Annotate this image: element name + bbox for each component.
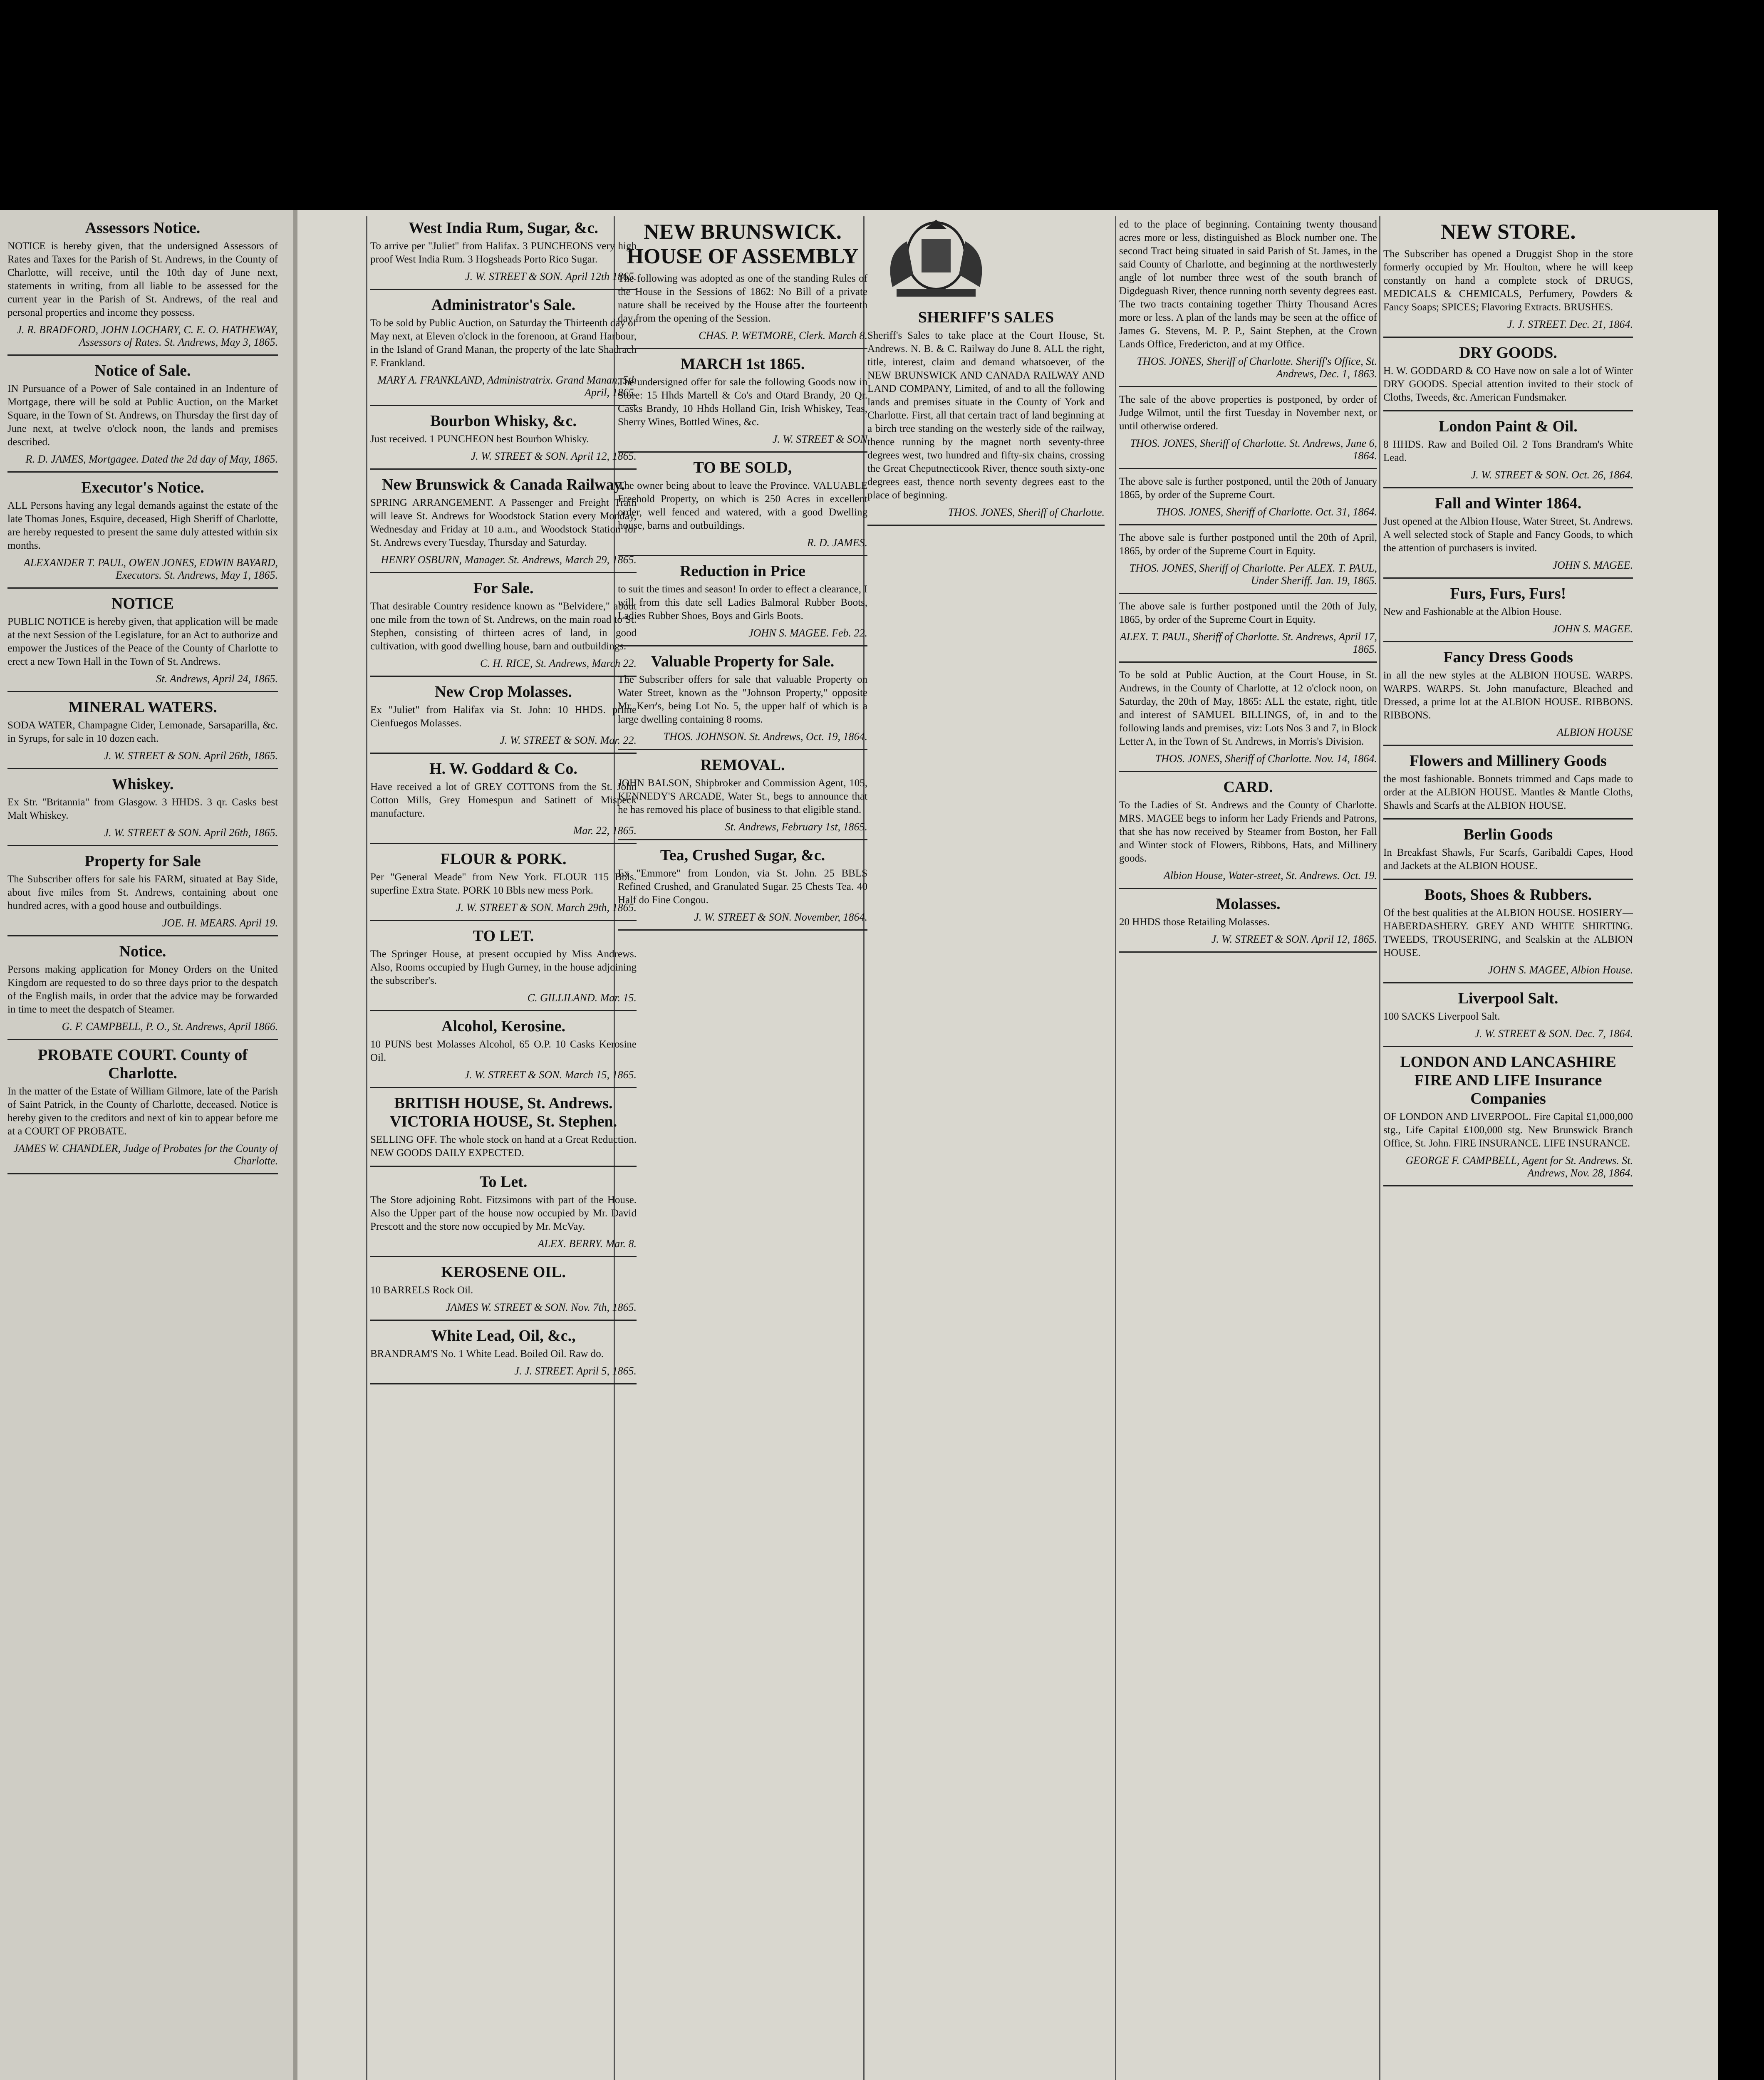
ad-divider — [618, 749, 867, 750]
ad-divider — [7, 768, 278, 769]
ad-heading: MINERAL WATERS. — [68, 698, 217, 716]
ad-heading: CARD. — [1223, 778, 1273, 796]
ad-heading: Executor's Notice. — [81, 479, 204, 496]
ad-signature: THOS. JONES, Sheriff of Charlotte. Sheriff's Office, St. Andrews, Dec. 1, 1863. — [1137, 355, 1377, 380]
ad-body: OF LONDON AND LIVERPOOL. Fire Capital £1,000,000 stg., Life Capital £100,000 stg. New Brunswick Branch Office, St. John. FIRE INSURANCE. LIFE INSURANCE. — [1383, 1111, 1633, 1149]
ad-divider — [1119, 468, 1377, 469]
ad-body: 10 BARRELS Rock Oil. — [370, 1285, 473, 1296]
ad-heading: Liverpool Salt. — [1458, 990, 1558, 1007]
ad-signature: J. J. STREET. April 5, 1865. — [514, 1365, 637, 1377]
ad-signature: JAMES W. CHANDLER, Judge of Probates for the County of Charlotte. — [13, 1142, 278, 1167]
ad-signature: J. W. STREET & SON. Dec. 7, 1864. — [1474, 1028, 1633, 1040]
ad-body: The undersigned offer for sale the following Goods now in Store: 15 Hhds Martell & Co's and Otard Brandy, 20 Qr. Casks Brandy, 10 Hhds Holland Gin, Irish Whiskey, Teas, Sherry Wines, Bottled Wines, &c. — [618, 376, 867, 428]
ad-divider — [7, 935, 278, 936]
ad-body: The Springer House, at present occupied by Miss Andrews. Also, Rooms occupied by Hugh Gurney, in the house adjoining the subscriber's. — [370, 948, 637, 986]
ad-body: To the Ladies of St. Andrews and the County of Charlotte. MRS. MAGEE begs to inform her Lady Friends and Patrons, that she has now received by Steamer from Boston, her Fall and Winter stock of Flowers, Ribbons, Hats, and Millinery goods. — [1119, 800, 1377, 864]
ad-signature: J. W. STREET & SON. Mar. 22. — [500, 734, 637, 746]
ad-heading: NEW STORE. — [1440, 220, 1576, 244]
ad-heading: White Lead, Oil, &c., — [431, 1327, 576, 1345]
ad-body: 100 SACKS Liverpool Salt. — [1383, 1011, 1500, 1022]
advertisement — [1383, 417, 1633, 488]
ad-body: SODA WATER, Champagne Cider, Lemonade, Sarsaparilla, &c. in Syrups, for sale in 10 dozen each. — [7, 720, 278, 744]
ad-heading: Molasses. — [1216, 895, 1281, 913]
ad-signature: ALEX. T. PAUL, Sheriff of Charlotte. St. Andrews, April 17, 1865. — [1120, 631, 1377, 655]
ad-signature: J. W. STREET & SON. March 15, 1865. — [464, 1069, 637, 1081]
ad-heading: For Sale. — [473, 579, 534, 597]
ad-signature: C. H. RICE, St. Andrews, March 22. — [480, 657, 637, 669]
advertisement — [1119, 218, 1377, 387]
ad-divider — [370, 1383, 637, 1384]
ad-divider — [1383, 641, 1633, 642]
ad-body: Ex Str. "Britannia" from Glasgow. 3 HHDS. 3 qr. Casks best Malt Whiskey. — [7, 797, 278, 821]
ad-signature: ALBION HOUSE — [1557, 726, 1633, 738]
advertisement — [1383, 220, 1633, 338]
advertisement — [7, 362, 278, 473]
advertisement — [370, 850, 637, 921]
ad-body: The Subscriber has opened a Druggist Shop in the store formerly occupied by Mr. Houlton, where he will keep constantly on hand a complete stock of DRUGS, MEDICALS & CHEMICALS, Perfumery, Powders & Fancy Soaps; SPICES; Flavoring Extracts. BRUSHES. — [1383, 248, 1633, 313]
ad-divider — [7, 691, 278, 692]
ad-signature: J. J. STREET. Dec. 21, 1864. — [1507, 318, 1633, 330]
ad-signature: MARY A. FRANKLAND, Administratrix. Grand Manan, 5th April, 1865. — [377, 374, 637, 399]
column-6 — [1383, 216, 1633, 1192]
ad-signature: JOHN S. MAGEE. — [1552, 623, 1633, 635]
ad-divider — [618, 645, 867, 646]
advertisement — [1383, 494, 1633, 579]
ad-body: In Breakfast Shawls, Fur Scarfs, Garibaldi Capes, Hood and Jackets at the ALBION HOUSE. — [1383, 847, 1633, 872]
ad-heading: NEW BRUNSWICK. HOUSE OF ASSEMBLY — [627, 220, 859, 268]
ad-divider — [370, 753, 637, 754]
advertisement — [1119, 531, 1377, 594]
ad-heading: Boots, Shoes & Rubbers. — [1424, 886, 1592, 904]
ad-body: That desirable Country residence known as "Belvidere," about one mile from the town of St. Andrews, on the main road to St. Stephen, consisting of thirteen acres of land, in good cultivation, with good dwelling house, barn and outbuildings. — [370, 601, 637, 652]
ad-divider — [7, 1173, 278, 1174]
ad-divider — [618, 451, 867, 453]
ad-body: The following was adopted as one of the standing Rules of the House in the Sessions of 1862: No Bill of a private nature shall be received by the House after the fourteenth day from the opening of the Session. — [618, 273, 867, 324]
ad-body: Have received a lot of GREY COTTONS from the St. John Cotton Mills, Grey Homespun and Satinett of Mispeck manufacture. — [370, 781, 637, 819]
ad-heading: Flowers and Millinery Goods — [1410, 752, 1607, 770]
ad-signature: JAMES W. STREET & SON. Nov. 7th, 1865. — [446, 1301, 637, 1313]
ad-divider — [370, 1256, 637, 1257]
ad-signature: J. W. STREET & SON. November, 1864. — [694, 911, 867, 923]
ad-divider — [1119, 951, 1377, 953]
ad-heading: Reduction in Price — [680, 562, 805, 580]
advertisement — [1383, 989, 1633, 1047]
advertisement — [1383, 1053, 1633, 1186]
advertisement — [370, 219, 637, 290]
ad-divider — [1119, 386, 1377, 387]
ad-divider — [1383, 337, 1633, 338]
advertisement — [618, 652, 867, 750]
ad-body: The above sale is further postponed until the 20th of July, 1865, by order of the Supreme Court in Equity. — [1119, 601, 1377, 625]
ad-divider — [1119, 593, 1377, 594]
ad-signature: J. W. STREET & SON. April 12, 1865. — [471, 450, 637, 462]
ad-heading: Fancy Dress Goods — [1443, 649, 1573, 666]
ad-heading: BRITISH HOUSE, St. Andrews. VICTORIA HOUSE, St. Stephen. — [389, 1094, 617, 1130]
ad-body: To be sold by Public Auction, on Saturday the Thirteenth day of May next, at Eleven o'clock in the forenoon, at Grand Harbour, in the Island of Grand Manan, the property of the late Shadrach F. Frankland. — [370, 317, 637, 369]
advertisement — [7, 942, 278, 1040]
ad-body: IN Pursuance of a Power of Sale contained in an Indenture of Mortgage, there will be sold at Public Auction, on the Market Square, in the Town of St. Andrews, on Thursday the first day of June next, at twelve o'clock noon, the lands and premises described. — [7, 383, 278, 448]
advertisement — [370, 1327, 637, 1384]
ad-heading: Whiskey. — [111, 775, 174, 793]
ad-body: JOHN BALSON, Shipbroker and Commission Agent, 105, KENNEDY'S ARCADE, Water St., begs to announce that he has removed his place of business to that eligible stand. — [618, 778, 867, 815]
ad-signature: St. Andrews, February 1st, 1865. — [725, 821, 867, 833]
advertisement — [1119, 475, 1377, 525]
ad-body: The Subscriber offers for sale his FARM, situated at Bay Side, about five miles from St. Andrews, containing about one hundred acres, with a good house and outbuildings. — [7, 874, 278, 911]
ad-body: The Store adjoining Robt. Fitzsimons with part of the House. Also the Upper part of the house now occupied by Mr. David Prescott and the store now occupied by Mr. McVay. — [370, 1194, 637, 1232]
ad-signature: J. W. STREET & SON. April 12th 1865. — [465, 270, 637, 282]
ad-signature: JOHN S. MAGEE. — [1552, 559, 1633, 571]
ad-heading: PROBATE COURT. County of Charlotte. — [38, 1046, 248, 1082]
ad-body: 20 HHDS those Retailing Molasses. — [1119, 916, 1270, 928]
ad-divider — [618, 555, 867, 556]
ad-signature: CHAS. P. WETMORE, Clerk. March 8. — [699, 329, 867, 342]
column-5 — [1119, 216, 1377, 958]
ad-heading: New Brunswick & Canada Railway. — [382, 476, 625, 493]
ad-heading: TO BE SOLD, — [693, 459, 792, 476]
ad-body: BRANDRAM'S No. 1 White Lead. Boiled Oil. Raw do. — [370, 1348, 604, 1359]
ad-heading: London Paint & Oil. — [1439, 418, 1578, 435]
advertisement — [1119, 778, 1377, 889]
ad-body: PUBLIC NOTICE is hereby given, that application will be made at the next Session of the Legislature, for an Act to authorize and empower the Justices of the Peace of the County of Charlotte to erect a new Town Hall in the Town of St. Andrews. — [7, 616, 278, 667]
ad-signature: ALEX. BERRY. Mar. 8. — [538, 1238, 637, 1250]
ad-signature: JOHN S. MAGEE. Feb. 22. — [748, 627, 867, 639]
ad-signature: R. D. JAMES. — [807, 537, 867, 549]
advertisement — [618, 562, 867, 646]
ad-body: 8 HHDS. Raw and Boiled Oil. 2 Tons Brandram's White Lead. — [1383, 439, 1633, 463]
advertisement — [1383, 825, 1633, 880]
ad-heading: REMOVAL. — [700, 756, 785, 774]
ad-heading: NOTICE — [111, 595, 174, 612]
ad-body: to suit the times and season! In order to effect a clearance, I will from this date sell Ladies Balmoral Rubber Boots, Ladies Rubber Shoes, Boys and Girls Boots. — [618, 584, 867, 622]
advertisement — [618, 355, 867, 453]
ad-signature: G. F. CAMPBELL, P. O., St. Andrews, April 1866. — [62, 1020, 278, 1033]
ad-heading: Berlin Goods — [1463, 826, 1553, 843]
ad-divider — [7, 1039, 278, 1040]
ad-body: NOTICE is hereby given, that the undersigned Assessors of Rates and Taxes for the Parish of St. Andrews, in the County of Charlotte, will receive, until the 10th day of June next, statements in writing, from all liable to be assessed for the current year in the Parish of St. Andrews, of the real and personal properties and income they possess. — [7, 240, 278, 318]
advertisement — [1119, 895, 1377, 953]
column-2 — [370, 216, 637, 1390]
ad-heading: SHERIFF'S SALES — [918, 309, 1054, 326]
ad-signature: J. W. STREET & SON. April 12, 1865. — [1211, 933, 1377, 945]
ad-divider — [618, 839, 867, 840]
ad-divider — [1383, 818, 1633, 820]
advertisement — [7, 594, 278, 692]
advertisement — [1383, 886, 1633, 983]
advertisement — [370, 1263, 637, 1321]
advertisement — [370, 412, 637, 470]
ad-body: ed to the place of beginning. Containing twenty thousand acres more or less, distinguished as Block number one. The second Tract being situated in said Parish of St. James, in the said County of Charlotte, and beginning at the northwesterly angle of lot number three west of the south branch of Digdeguash River, thence running north seventy degrees east. The two tracts containing together Thirty Thousand Acres more or less. A plan of the lands may be seen at the office of James G. Stevens, M. P. P., Saint Stephen, at the Crown Lands Office, Fredericton, and at my Office. — [1119, 219, 1377, 350]
ad-heading: Bourbon Whisky, &c. — [430, 412, 577, 430]
ad-heading: To Let. — [479, 1173, 528, 1191]
ad-heading: MARCH 1st 1865. — [680, 355, 805, 373]
ad-heading: DRY GOODS. — [1459, 344, 1557, 362]
ad-body: Persons making application for Money Orders on the United Kingdom are requested to do so three days prior to the despatch of the English mails, in order that the advice may be forwarded in time to meet the despatch of Steamer. — [7, 964, 278, 1015]
ad-divider — [1383, 982, 1633, 983]
ad-signature: ALEXANDER T. PAUL, OWEN JONES, EDWIN BAYARD, Executors. St. Andrews, May 1, 1865. — [23, 557, 278, 581]
ad-divider — [370, 572, 637, 573]
ad-divider — [1119, 771, 1377, 772]
ad-divider — [370, 676, 637, 677]
royal-coat-of-arms-icon — [867, 216, 1005, 300]
column-3 — [618, 216, 867, 936]
advertisement — [7, 1046, 278, 1174]
ad-signature: THOS. JONES, Sheriff of Charlotte. Per ALEX. T. PAUL, Under Sheriff. Jan. 19, 1865. — [1129, 562, 1377, 587]
ad-heading: Notice of Sale. — [94, 362, 191, 379]
advertisement — [370, 1094, 637, 1167]
ad-divider — [7, 471, 278, 473]
ad-signature: C. GILLILAND. Mar. 15. — [527, 992, 637, 1004]
ad-body: Of the best qualities at the ALBION HOUSE. HOSIERY—HABERDASHERY. GREY AND WHITE SHIRTING. TWEEDS, TROUSERING, and Sealskin at the ALBION HOUSE. — [1383, 907, 1633, 958]
ad-divider — [867, 525, 1105, 526]
advertisement — [370, 760, 637, 844]
ad-divider — [1383, 879, 1633, 880]
ad-divider — [7, 354, 278, 356]
ad-signature: Albion House, Water-street, St. Andrews. Oct. 19. — [1163, 869, 1377, 882]
ad-divider — [370, 1320, 637, 1321]
advertisement — [1383, 584, 1633, 642]
advertisement — [867, 308, 1105, 526]
advertisement — [1119, 393, 1377, 469]
ad-divider — [618, 929, 867, 931]
ad-heading: Furs, Furs, Furs! — [1450, 585, 1566, 602]
ad-body: The above sale is further postponed, until the 20th of January 1865, by order of the Supreme Court. — [1119, 476, 1377, 500]
ad-heading: Notice. — [119, 943, 166, 960]
ad-signature: THOS. JOHNSON. St. Andrews, Oct. 19, 1864. — [663, 730, 867, 743]
ad-divider — [7, 587, 278, 589]
ad-signature: JOE. H. MEARS. April 19. — [162, 917, 278, 929]
ad-heading: Property for Sale — [84, 852, 201, 870]
ad-signature: THOS. JONES, Sheriff of Charlotte. Nov. 14, 1864. — [1155, 753, 1377, 765]
advertisement — [618, 756, 867, 840]
advertisement — [370, 296, 637, 406]
advertisement — [618, 846, 867, 931]
ad-signature: J. W. STREET & SON. Oct. 26, 1864. — [1471, 469, 1633, 481]
ad-body: in all the new styles at the ALBION HOUSE. WARPS. WARPS. WARPS. St. John manufacture, Bleached and Dressed, a prime lot at the ALBION HOUSE. RIBBONS. RIBBONS. — [1383, 670, 1633, 721]
ad-body: To be sold at Public Auction, at the Court House, in St. Andrews, in the County of Charlotte, at 12 o'clock noon, on Saturday, the 20th of May, 1865: ALL the estate, right, title and interest of SAMUEL BILLINGS, of, in and to the following lands and premises, viz: Lots Nos 3 and 7, in Block Letter A, in the Town of St. Andrews, in Morris's Division. — [1119, 669, 1377, 747]
ad-signature: JOHN S. MAGEE, Albion House. — [1488, 964, 1633, 976]
ad-body: New and Fashionable at the Albion House. — [1383, 606, 1562, 617]
ad-body: In the matter of the Estate of William Gilmore, late of the Parish of Saint Patrick, in the County of Charlotte, deceased. Notice is hereby given to the creditors and next of kin to appear before me at a COURT OF PROBATE. — [7, 1086, 278, 1137]
ad-signature: Mar. 22, 1865. — [573, 825, 637, 837]
ad-body: The owner being about to leave the Province. VALUABLE Freehold Property, on which is 250 Acres in excellent order, well fenced and watered, with a good Dwelling house, barns and outbuildings. — [618, 480, 867, 531]
ad-divider — [1383, 577, 1633, 579]
column-rule — [1379, 216, 1380, 2080]
ad-divider — [370, 843, 637, 844]
ad-signature: R. D. JAMES, Mortgagee. Dated the 2d day of May, 1865. — [25, 453, 278, 465]
ad-heading: KEROSENE OIL. — [441, 1263, 566, 1281]
ad-divider — [370, 468, 637, 470]
ad-heading: TO LET. — [473, 927, 534, 945]
ad-signature: THOS. JONES, Sheriff of Charlotte. Oct. 31, 1864. — [1156, 506, 1377, 518]
ad-divider — [1383, 410, 1633, 411]
advertisement — [1383, 752, 1633, 820]
advertisement — [618, 220, 867, 349]
column-4 — [867, 216, 1105, 532]
ad-body: Ex "Juliet" from Halifax via St. John: 10 HHDS. prime Cienfuegos Molasses. — [370, 704, 637, 729]
ad-signature: THOS. JONES, Sheriff of Charlotte. St. Andrews, June 6, 1864. — [1130, 437, 1377, 462]
ad-body: Just opened at the Albion House, Water Street, St. Andrews. A well selected stock of Staple and Fancy Goods, to which the attention of purchasers is invited. — [1383, 516, 1633, 554]
ad-heading: Tea, Crushed Sugar, &c. — [660, 847, 825, 864]
ad-signature: J. W. STREET & SON. April 26th, 1865. — [104, 750, 278, 762]
ad-body: 10 PUNS best Molasses Alcohol, 65 O.P. 10 Casks Kerosine Oil. — [370, 1039, 637, 1063]
ad-divider — [1119, 888, 1377, 889]
advertisement — [370, 1173, 637, 1257]
ad-divider — [370, 1166, 637, 1167]
ad-signature: St. Andrews, April 24, 1865. — [156, 673, 278, 685]
ad-divider — [7, 845, 278, 846]
advertisement — [370, 927, 637, 1011]
ad-heading: Fall and Winter 1864. — [1434, 495, 1582, 512]
advertisement — [370, 1017, 637, 1088]
ad-divider — [618, 348, 867, 349]
ad-signature: J. W. STREET & SON. March 29th, 1865. — [456, 901, 637, 914]
advertisement — [1119, 600, 1377, 663]
ad-heading: New Crop Molasses. — [435, 683, 572, 701]
advertisement — [1383, 648, 1633, 746]
advertisement — [7, 775, 278, 846]
ad-signature: J. W. STREET & SON — [772, 433, 867, 445]
ad-heading: West India Rum, Sugar, &c. — [409, 219, 598, 237]
ad-body: SPRING ARRANGEMENT. A Passenger and Freight Train will leave St. Andrews for Woodstock Station every Monday, Wednesday and Friday at 10 a.m., and Woodstock Station for St. Andrews every Tuesday, Thursday and Saturday. — [370, 497, 637, 548]
ad-body: H. W. GODDARD & CO Have now on sale a lot of Winter DRY GOODS. Special attention invited to their stock of Cloths, Tweeds, &c. American Fundsmaker. — [1383, 365, 1633, 403]
ad-divider — [1119, 524, 1377, 525]
advertisement — [370, 475, 637, 573]
ad-body: the most fashionable. Bonnets trimmed and Caps made to order at the ALBION HOUSE. Mantles & Mantle Cloths, Shawls and Scarfs at the ALBION HOUSE. — [1383, 773, 1633, 811]
advertisement — [1119, 669, 1377, 772]
ad-signature: THOS. JONES, Sheriff of Charlotte. — [948, 506, 1105, 518]
ad-heading: FLOUR & PORK. — [440, 850, 567, 868]
column-rule — [366, 216, 367, 2080]
ad-heading: LONDON AND LANCASHIRE FIRE AND LIFE Insurance Companies — [1400, 1053, 1616, 1107]
ad-body: Sheriff's Sales to take place at the Court House, St. Andrews. N. B. & C. Railway do June 8. ALL the right, title, interest, claim and demand whatsoever, of the NEW BRUNSWICK AND CANADA RAILWAY AND LAND COMPANY, Limited, of and to all the following lands and premises situate in the County of York and Charlotte. First, all that certain tract of land beginning at a birch tree standing on the westerly side of the railway, thence running by the magnet north seventy-three degrees west, two hundred and fifty-six chains, crossing the Great Cheputnecticook River, thence south sixty-one degrees east, thence north seventy degrees east to the place of beginning. — [867, 330, 1105, 501]
ad-signature: J. R. BRADFORD, JOHN LOCHARY, C. E. O. HATHEWAY, Assessors of Rates. St. Andrews, May 3, 1865. — [17, 324, 278, 348]
ad-body: ALL Persons having any legal demands against the estate of the late Thomas Jones, Esquire, deceased, High Sheriff of Charlotte, are hereby requested to present the same duly attested within six months. — [7, 500, 278, 551]
column-rule — [1115, 216, 1116, 2080]
advertisement — [370, 579, 637, 677]
ad-body: The sale of the above properties is postponed, by order of Judge Wilmot, until the first Tuesday in November next, or until otherwise ordered. — [1119, 394, 1377, 432]
ad-divider — [1383, 1046, 1633, 1047]
ad-body: Ex "Emmore" from London, via St. John. 25 BBLS Refined Crushed, and Granulated Sugar. 25 Chests Tea. 40 Half do Fine Congou. — [618, 868, 867, 906]
ad-signature: J. W. STREET & SON. April 26th, 1865. — [104, 827, 278, 839]
ad-divider — [370, 405, 637, 406]
ad-divider — [370, 920, 637, 921]
advertisement — [7, 852, 278, 936]
ad-divider — [370, 289, 637, 290]
column-1 — [7, 216, 278, 1180]
ad-signature: HENRY OSBURN, Manager. St. Andrews, March 29, 1865. — [381, 554, 637, 566]
advertisement — [7, 698, 278, 769]
ad-divider — [370, 1087, 637, 1088]
ad-heading: Assessors Notice. — [85, 219, 201, 237]
ad-heading: Alcohol, Kerosine. — [441, 1018, 565, 1035]
ad-divider — [1383, 1185, 1633, 1186]
ad-heading: Administrator's Sale. — [431, 296, 576, 314]
ad-heading: Valuable Property for Sale. — [651, 653, 835, 670]
ad-divider — [370, 1010, 637, 1011]
advertisement — [7, 219, 278, 356]
ad-divider — [1383, 745, 1633, 746]
ad-body: The Subscriber offers for sale that valuable Property on Water Street, known as the "Johnson Property," opposite Mr. Kerr's, being Lot No. 5, the upper half of which is a large dwelling containing 8 rooms. — [618, 674, 867, 725]
ad-body: To arrive per "Juliet" from Halifax. 3 PUNCHEONS very high proof West India Rum. 3 Hogsheads Porto Rico Sugar. — [370, 240, 637, 265]
ad-divider — [1119, 661, 1377, 663]
ad-body: Per "General Meade" from New York. FLOUR 115 Bbls. superfine Extra State. PORK 10 Bbls new mess Pork. — [370, 872, 637, 896]
advertisement — [370, 683, 637, 754]
advertisement — [1383, 344, 1633, 411]
ad-divider — [1383, 487, 1633, 488]
ad-body: Just received. 1 PUNCHEON best Bourbon Whisky. — [370, 433, 589, 445]
advertisement — [618, 458, 867, 556]
ad-signature: GEORGE F. CAMPBELL, Agent for St. Andrews. St. Andrews, Nov. 28, 1864. — [1405, 1154, 1633, 1179]
ad-body: SELLING OFF. The whole stock on hand at a Great Reduction. NEW GOODS DAILY EXPECTED. — [370, 1134, 637, 1159]
ad-body: The above sale is further postponed until the 20th of April, 1865, by order of the Supreme Court in Equity. — [1119, 532, 1377, 557]
ad-heading: H. W. Goddard & Co. — [429, 760, 577, 778]
advertisement — [7, 478, 278, 589]
